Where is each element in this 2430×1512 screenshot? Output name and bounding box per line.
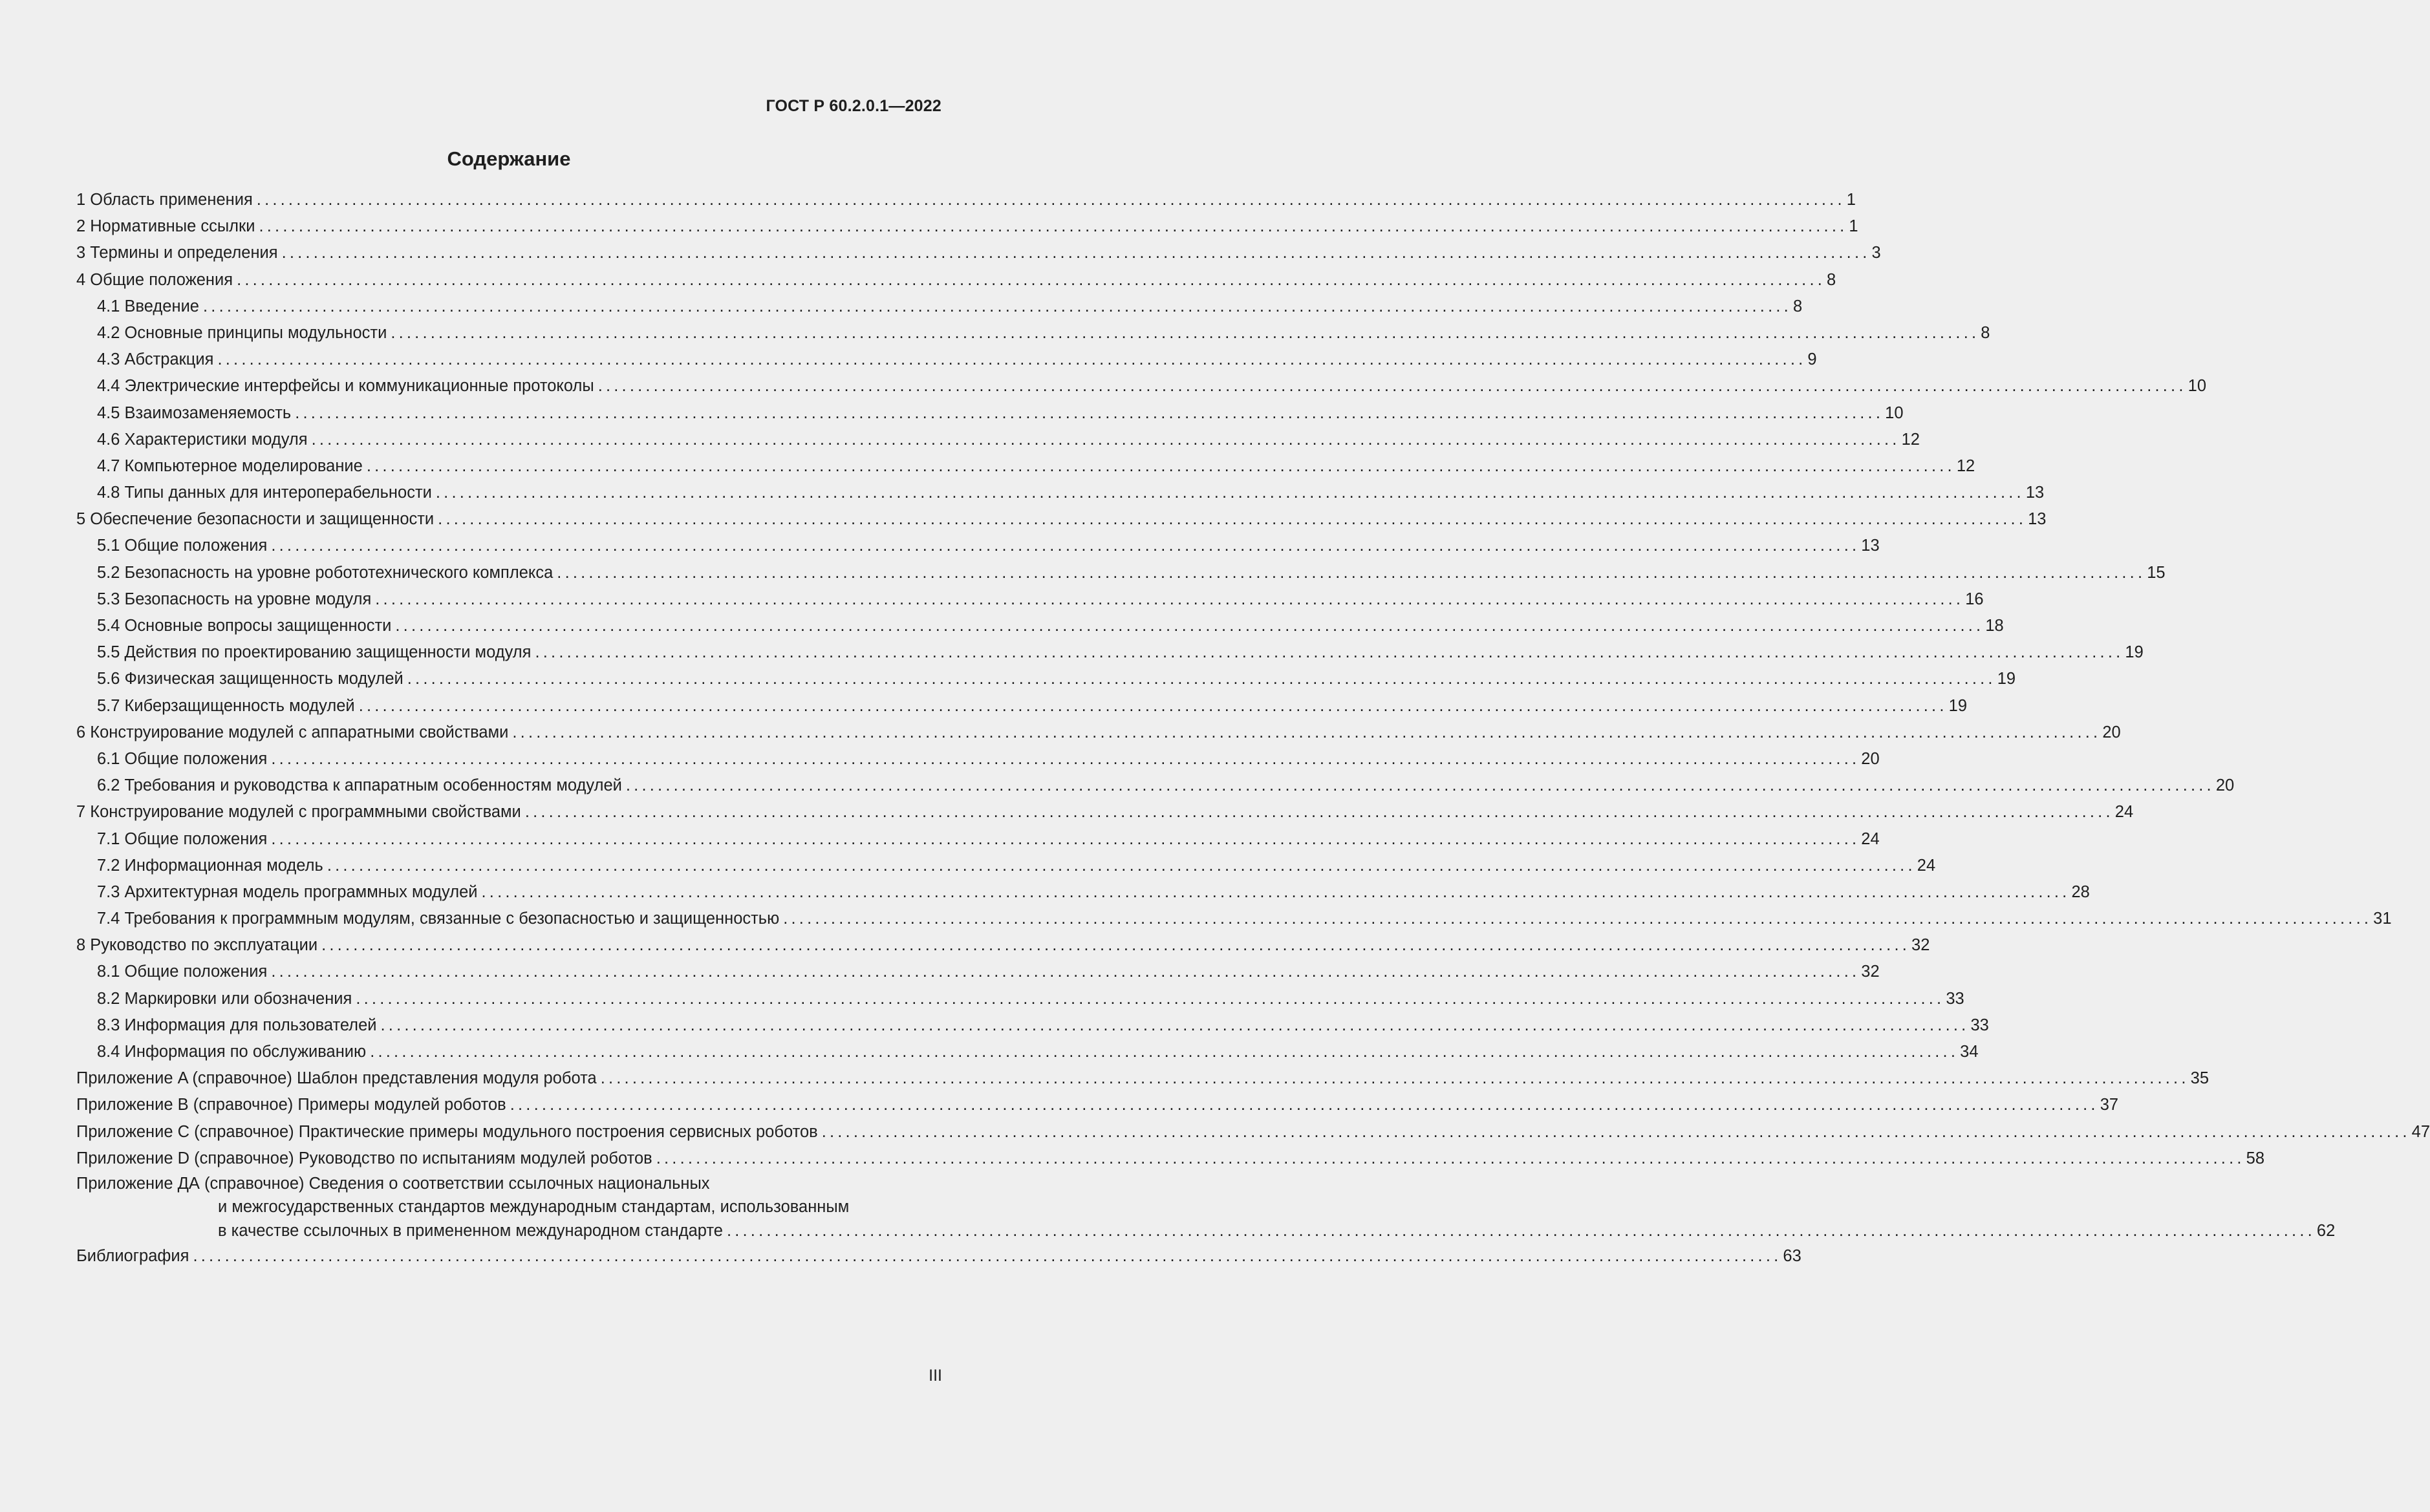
toc-item-label: 8.3 Информация для пользователей (97, 1016, 377, 1034)
toc-item-label: 4.7 Компьютерное моделирование (97, 456, 363, 475)
toc-dot-leader: ........................................................................................................................................................................................................ (395, 617, 1984, 635)
toc-item-page: 33 (1946, 989, 1964, 1008)
toc-item-label: 7 Конструирование модулей с программными свойствами (76, 803, 521, 822)
toc-dot-leader: ........................................................................................................................................................................................................ (358, 696, 1948, 715)
toc-item-page: 19 (1997, 670, 2016, 688)
toc-item[interactable] (76, 187, 1856, 213)
toc-dot-leader: ........................................................................................................................................................................................................ (597, 377, 2187, 396)
toc-item-page: 9 (1807, 350, 1817, 369)
toc-item-label: 7.3 Архитектурная модель программных модулей (97, 882, 478, 901)
toc-item[interactable] (76, 373, 2207, 399)
toc-dot-leader: ........................................................................................................................................................................................................ (656, 1149, 2245, 1167)
toc-item-page: 1 (1849, 217, 1858, 236)
toc-dot-leader: ........................................................................................................................................................................................................ (271, 829, 1860, 848)
toc-item-label: 5.6 Физическая защищенность модулей (97, 670, 403, 688)
toc-item[interactable] (76, 533, 1880, 559)
toc-item-page: 12 (1956, 456, 1975, 475)
toc-dot-leader: ........................................................................................................................................................................................................ (821, 1122, 2411, 1141)
toc-item[interactable] (76, 693, 1968, 719)
toc-item-page: 24 (1917, 856, 1936, 875)
toc-item-label: 5.1 Общие положения (97, 537, 268, 555)
toc-item-label: Библиография (76, 1246, 189, 1265)
toc-item-bibliography[interactable] (76, 1243, 1801, 1270)
toc-item-label: 8.1 Общие положения (97, 963, 268, 981)
table-of-contents (76, 187, 2430, 1270)
toc-item-page: 20 (1861, 749, 1880, 768)
toc-item-label: 5.4 Основные вопросы защищенности (97, 617, 392, 635)
toc-dot-leader: ........................................................................................................................................................................................................ (366, 456, 1955, 475)
toc-item[interactable] (76, 746, 1880, 772)
toc-item-label: 6 Конструирование модулей с аппаратными свойствами (76, 723, 509, 741)
toc-item-label-continued: и межгосударственных стандартов международным стандартам, использованным (218, 1197, 850, 1216)
page-number: III (929, 1367, 942, 1385)
toc-item[interactable] (76, 427, 1920, 453)
toc-item-page: 37 (2100, 1096, 2119, 1114)
toc-item[interactable] (76, 453, 1975, 480)
toc-item-page: 18 (1985, 617, 2004, 635)
toc-item-appendix-da[interactable] (76, 1172, 2336, 1243)
toc-item-page: 62 (2316, 1221, 2336, 1240)
toc-item-page: 20 (2102, 723, 2121, 741)
toc-item-label: 5 Обеспечение безопасности и защищенности (76, 510, 435, 529)
toc-item-label: Приложение B (справочное) Примеры модулей роботов (76, 1096, 506, 1114)
toc-item-label: Приложение A (справочное) Шаблон представления модуля робота (76, 1069, 597, 1088)
toc-items (76, 187, 2430, 1172)
toc-item[interactable] (76, 1065, 2210, 1092)
toc-item-label: 7.1 Общие положения (97, 829, 268, 848)
toc-item-label: 4.2 Основные принципы модульности (97, 323, 387, 342)
toc-item[interactable] (76, 906, 2392, 932)
toc-item-label: Приложение C (справочное) Практические примеры модульного построения сервисных роботов (76, 1122, 818, 1141)
toc-item-page: 10 (2188, 377, 2207, 396)
toc-item-page: 13 (2025, 484, 2045, 502)
toc-item-page: 20 (2215, 776, 2235, 795)
toc-dot-leader: ........................................................................................................................................................................................................ (327, 856, 1916, 875)
toc-item[interactable] (76, 267, 1836, 293)
toc-dot-leader: ........................................................................................................................................................................................................ (256, 191, 1845, 209)
toc-dot-leader: ........................................................................................................................................................................................................ (375, 590, 1964, 608)
toc-item[interactable] (76, 1039, 1979, 1065)
document-code: ГОСТ Р 60.2.0.1—2022 (766, 97, 941, 115)
toc-dot-leader: ........................................................................................................................................................................................................ (271, 749, 1860, 768)
toc-item-label: 4.4 Электрические интерфейсы и коммуникационные протоколы (97, 377, 594, 396)
toc-item[interactable] (76, 320, 1990, 346)
toc-item-label: 8.4 Информация по обслуживанию (97, 1043, 367, 1061)
toc-dot-leader: ........................................................................................................................................................................................................ (217, 350, 1807, 369)
toc-item[interactable] (76, 719, 2121, 746)
toc-item-label: 4 Общие положения (76, 270, 233, 289)
toc-item[interactable] (76, 879, 2090, 906)
toc-item-page: 8 (1827, 270, 1836, 289)
toc-dot-leader: ........................................................................................................................................................................................................ (407, 670, 1996, 688)
toc-item[interactable] (76, 240, 1881, 266)
toc-item-page: 31 (2373, 910, 2392, 928)
toc-item-page: 32 (1861, 963, 1880, 981)
toc-item-page: 35 (2190, 1069, 2210, 1088)
toc-item-label: 6.2 Требования и руководства к аппаратным особенностям модулей (97, 776, 622, 795)
toc-item-label: 3 Термины и определения (76, 244, 278, 262)
toc-dot-leader: ........................................................................................................................................................................................................ (281, 244, 1871, 262)
toc-item[interactable] (76, 826, 1880, 853)
toc-dot-leader: ........................................................................................................................................................................................................ (510, 1096, 2099, 1114)
toc-dot-leader: ........................................................................................................................................................................................................ (271, 537, 1860, 555)
toc-item[interactable] (76, 586, 1984, 613)
toc-dot-leader: ........................................................................................................................................................................................................ (535, 643, 2124, 662)
toc-dot-leader: ........................................................................................................................................................................................................ (524, 803, 2114, 822)
toc-item[interactable] (76, 986, 1964, 1012)
toc-item[interactable] (76, 400, 1904, 427)
toc-item[interactable] (76, 639, 2144, 666)
toc-item-page: 24 (2114, 803, 2134, 822)
toc-item-page: 10 (1885, 403, 1904, 422)
toc-dot-leader: ........................................................................................................................................................................................................ (311, 430, 1900, 449)
toc-item-page: 13 (1861, 537, 1880, 555)
toc-item-page: 8 (1792, 297, 1803, 315)
toc-dot-leader: ........................................................................................................................................................................................................ (391, 323, 1980, 342)
toc-item-page: 8 (1981, 323, 1990, 342)
toc-item-label: 6.1 Общие положения (97, 749, 268, 768)
toc-item-page: 47 (2411, 1122, 2430, 1141)
toc-item-label: Приложение D (справочное) Руководство по испытаниям модулей роботов (76, 1149, 652, 1167)
toc-item[interactable] (76, 560, 2166, 586)
toc-item-page: 28 (2071, 882, 2090, 901)
toc-item-page: 3 (1871, 244, 1881, 262)
toc-item-label: 4.8 Типы данных для интероперабельности (97, 484, 432, 502)
toc-item[interactable] (76, 959, 1880, 985)
toc-item-label-continued: в качестве ссылочных в примененном международном стандарте (218, 1221, 723, 1240)
toc-item-page: 15 (2147, 563, 2166, 582)
toc-dot-leader: ........................................................................................................................................................................................................ (295, 403, 1884, 422)
toc-dot-leader: ........................................................................................................................................................................................................ (557, 563, 2146, 582)
toc-item[interactable] (76, 932, 1930, 959)
toc-item-page: 1 (1846, 191, 1856, 209)
toc-item-page: 34 (1960, 1043, 1979, 1061)
toc-item-label: 4.1 Введение (97, 297, 199, 315)
toc-dot-leader: ........................................................................................................................................................................................................ (726, 1221, 2316, 1240)
toc-item[interactable] (76, 480, 2045, 506)
toc-dot-leader: ........................................................................................................................................................................................................ (783, 910, 2372, 928)
toc-item-page: 24 (1861, 829, 1880, 848)
toc-item-label: 4.6 Характеристики модуля (97, 430, 308, 449)
toc-dot-leader: ........................................................................................................................................................................................................ (625, 776, 2215, 795)
toc-dot-leader: ........................................................................................................................................................................................................ (271, 963, 1860, 981)
toc-item[interactable] (76, 506, 2047, 533)
toc-dot-leader: ........................................................................................................................................................................................................ (380, 1016, 1970, 1034)
toc-dot-leader: ........................................................................................................................................................................................................ (259, 217, 1848, 236)
toc-dot-leader: ........................................................................................................................................................................................................ (237, 270, 1826, 289)
toc-item[interactable] (76, 346, 1817, 373)
toc-dot-leader: ........................................................................................................................................................................................................ (203, 297, 1792, 315)
toc-item-page: 58 (2246, 1149, 2265, 1167)
toc-item-label: 5.7 Киберзащищенность модулей (97, 696, 355, 715)
toc-dot-leader: ........................................................................................................................................................................................................ (481, 882, 2070, 901)
toc-item-label: 4.5 Взаимозаменяемость (97, 403, 292, 422)
toc-item[interactable] (76, 1119, 2430, 1145)
toc-item[interactable] (76, 1012, 1989, 1039)
toc-item[interactable] (76, 213, 1858, 240)
toc-dot-leader: ........................................................................................................................................................................................................ (370, 1043, 1959, 1061)
toc-item-page: 13 (2028, 510, 2047, 529)
toc-item[interactable] (76, 1145, 2265, 1172)
toc-item[interactable] (76, 799, 2134, 825)
toc-item-label: 8 Руководство по эксплуатации (76, 936, 318, 955)
toc-item[interactable] (76, 293, 1803, 320)
toc-item-page: 12 (1901, 430, 1920, 449)
toc-item[interactable] (76, 772, 2235, 799)
toc-dot-leader: ........................................................................................................................................................................................................ (512, 723, 2102, 741)
toc-item-label: Приложение ДА (справочное) Сведения о соответствии ссылочных национальных (76, 1174, 710, 1193)
toc-item-label: 7.4 Требования к программным модулям, связанные с безопасностью и защищенностью (97, 910, 780, 928)
toc-title: Содержание (447, 147, 571, 170)
toc-item-label: 5.2 Безопасность на уровне робототехнического комплекса (97, 563, 554, 582)
toc-item-label: 5.3 Безопасность на уровне модуля (97, 590, 372, 608)
toc-item-page: 63 (1783, 1246, 1801, 1265)
toc-dot-leader: ........................................................................................................................................................................................................ (600, 1069, 2189, 1088)
toc-dot-leader: ........................................................................................................................................................................................................ (193, 1246, 1782, 1265)
toc-dot-leader: ........................................................................................................................................................................................................ (321, 936, 1911, 955)
toc-item-page: 19 (2125, 643, 2144, 662)
toc-item[interactable] (76, 853, 1936, 879)
toc-item[interactable] (76, 613, 2004, 639)
toc-item-label: 8.2 Маркировки или обозначения (97, 989, 352, 1008)
toc-item-label: 4.3 Абстракция (97, 350, 214, 369)
toc-dot-leader: ........................................................................................................................................................................................................ (435, 484, 2025, 502)
toc-dot-leader: ........................................................................................................................................................................................................ (438, 510, 2027, 529)
toc-item-last-line (76, 1219, 2336, 1243)
toc-item-label: 1 Область применения (76, 191, 253, 209)
toc-item-page: 19 (1948, 696, 1968, 715)
toc-item-label: 2 Нормативные ссылки (76, 217, 255, 236)
toc-item[interactable] (76, 666, 2016, 692)
toc-dot-leader: ........................................................................................................................................................................................................ (356, 989, 1945, 1008)
toc-item-label: 7.2 Информационная модель (97, 856, 323, 875)
toc-item-label: 5.5 Действия по проектированию защищенности модуля (97, 643, 532, 662)
toc-item-page: 33 (1970, 1016, 1989, 1034)
toc-item[interactable] (76, 1092, 2119, 1118)
toc-item-page: 32 (1911, 936, 1930, 955)
toc-item-page: 16 (1965, 590, 1984, 608)
